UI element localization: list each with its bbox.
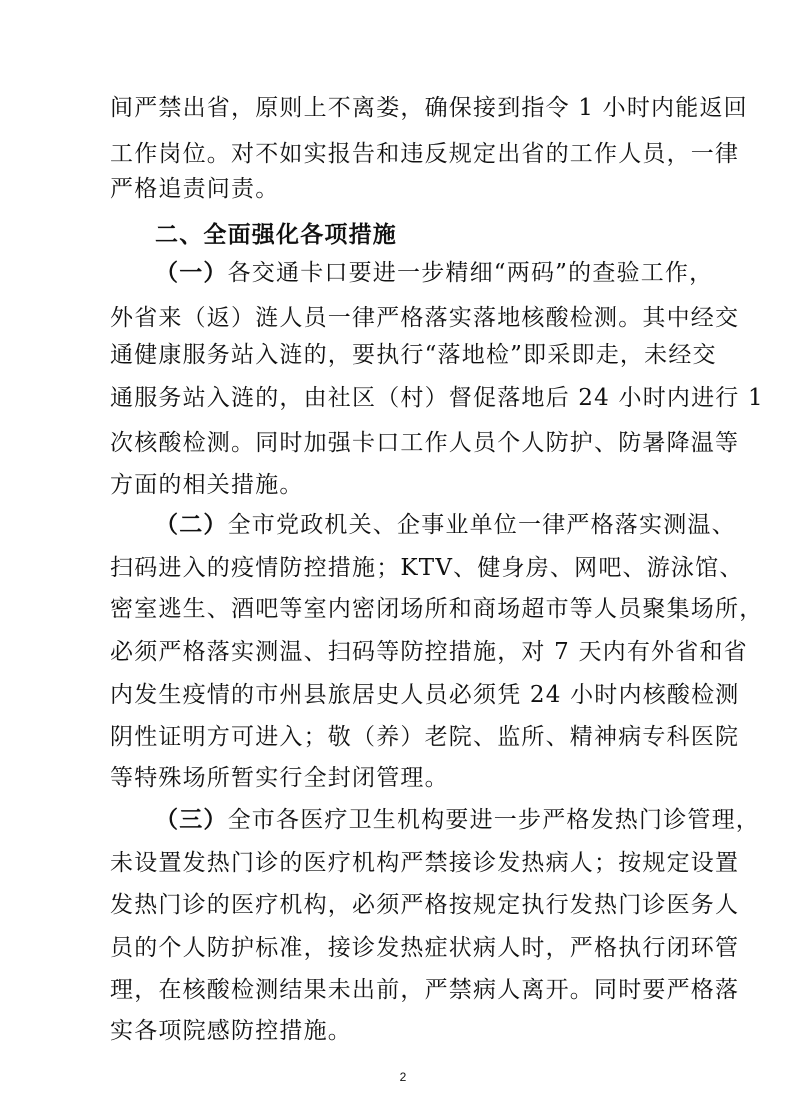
body-line: 未设置发热门诊的医疗机构严禁接诊发热病人；按规定设置 — [110, 850, 740, 876]
item-text: 全市各医疗卫生机构要进一步严格发热门诊管理， — [227, 807, 761, 833]
body-line: 内发生疫情的市州县旅居史人员必须凭 24 小时内核酸检测 — [110, 682, 740, 708]
body-line: 方面的相关措施。 — [110, 472, 304, 498]
body-line: 密室逃生、酒吧等室内密闭场所和商场超市等人员聚集场所， — [110, 596, 764, 622]
section-heading: 二、全面强化各项措施 — [155, 221, 397, 248]
item-number: （二） — [155, 511, 228, 538]
body-line: 扫码进入的疫情防控措施；KTV、健身房、网吧、游泳馆、 — [110, 555, 744, 581]
body-line — [155, 258, 713, 288]
body-line: 实各项院感防控措施。 — [110, 1018, 352, 1044]
body-line: 等特殊场所暂实行全封闭管理。 — [110, 765, 449, 791]
item-number: （一） — [155, 259, 228, 286]
body-line: 工作岗位。对不如实报告和违反规定出省的工作人员，一律 — [110, 141, 740, 167]
item-number: （三） — [155, 806, 228, 833]
item-text: 全市党政机关、企事业单位一律严格落实测温、 — [227, 512, 736, 538]
body-line — [155, 510, 736, 540]
body-line: 员的个人防护标准，接诊发热症状病人时，严格执行闭环管 — [110, 935, 740, 961]
body-line: 次核酸检测。同时加强卡口工作人员个人防护、防暑降温等 — [110, 430, 740, 456]
body-line: 严格追责问责。 — [110, 176, 280, 202]
body-line: 阴性证明方可进入；敬（养）老院、监所、精神病专科医院 — [110, 724, 740, 750]
body-line: 间严禁出省，原则上不离娄，确保接到指令 1 小时内能返回 — [110, 95, 748, 121]
body-line: 发热门诊的医疗机构，必须严格按规定执行发热门诊医务人 — [110, 892, 740, 918]
page-number: 2 — [399, 1070, 407, 1084]
body-line: 必须严格落实测温、扫码等防控措施，对 7 天内有外省和省 — [110, 639, 748, 665]
body-line: 理，在核酸检测结果未出前，严禁病人离开。同时要严格落 — [110, 977, 740, 1003]
body-line: 通健康服务站入涟的，要执行“落地检”即采即走，未经交 — [110, 342, 717, 368]
body-line: 通服务站入涟的，由社区（村）督促落地后 24 小时内进行 1 — [110, 385, 764, 411]
body-line — [155, 805, 760, 835]
item-text: 各交通卡口要进一步精细“两码”的查验工作， — [227, 260, 714, 286]
body-line: 外省来（返）涟人员一律严格落实落地核酸检测。其中经交 — [110, 305, 740, 331]
